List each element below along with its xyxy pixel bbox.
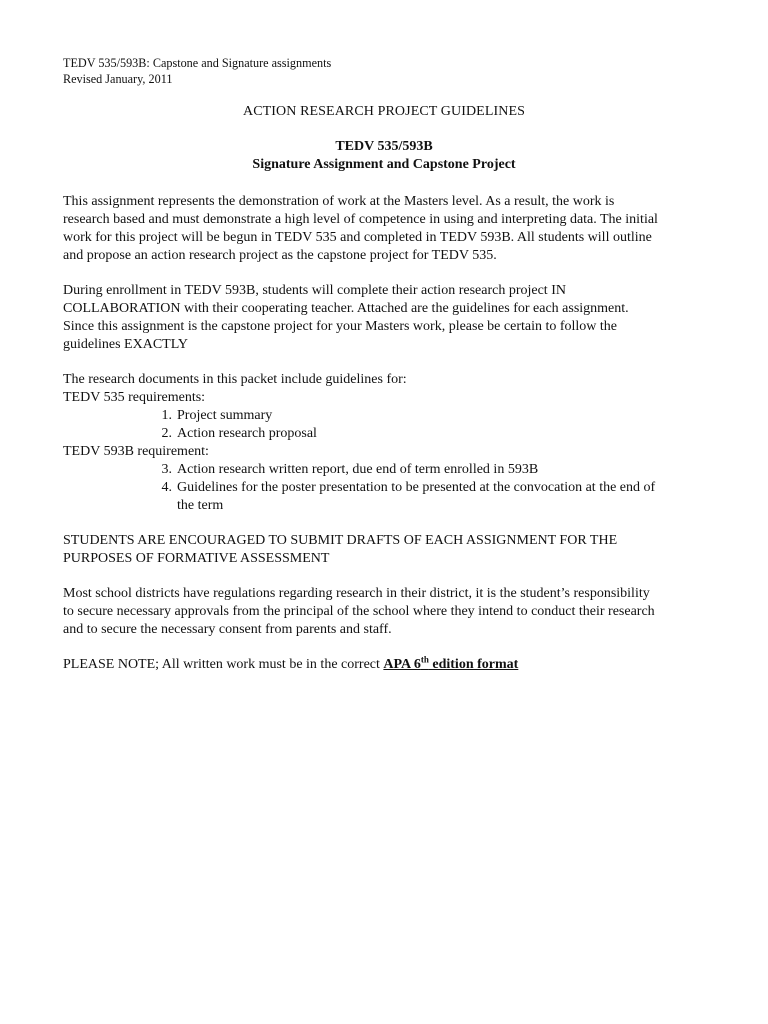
list-item [63,407,708,425]
document-title: ACTION RESEARCH PROJECT GUIDELINES [243,104,525,119]
header-course-line: TEDV 535/593B: Capstone and Signature assignments [63,56,332,70]
paragraph-line: This assignment represents the demonstration of work at the Masters level. As a result, the work is [63,194,615,209]
list-number: 3. [161,462,172,477]
paragraph-line: and propose an action research project as the capstone project for TEDV 535. [63,248,497,263]
note-prefix: PLEASE NOTE; All written work must be in the correct [63,657,384,672]
intro-paragraph [63,193,708,265]
paragraph-line: to secure necessary approvals from the principal of the school where they intend to conduct their research [63,604,655,619]
list-text: Project summary [177,408,273,423]
tedv593-heading: TEDV 593B requirement: [63,444,209,459]
assignment-subtitle: Signature Assignment and Capstone Project [252,157,516,172]
list-text: Guidelines for the poster presentation to be presented at the convocation at the end of [177,480,656,495]
list-number: 4. [161,480,172,495]
list-text: Action research written report, due end of term enrolled in 593B [177,462,539,477]
apa-edition-label: edition format [428,657,519,672]
apa-label: APA 6 [383,657,421,672]
document-header [63,55,331,87]
header-revised-line: Revised January, 2011 [63,72,173,86]
paragraph-line: guidelines EXACTLY [63,337,188,352]
apa-note [63,656,518,674]
list-item-continuation [63,497,708,515]
paragraph-line: Since this assignment is the capstone project for your Masters work, please be certain to follow the [63,319,618,334]
paragraph-line: During enrollment in TEDV 593B, students will complete their action research project IN [63,283,566,298]
list-item [63,461,708,479]
list-item [63,479,708,497]
documents-list-section [63,371,708,515]
list-number: 2. [161,426,172,441]
notice-line: STUDENTS ARE ENCOURAGED TO SUBMIT DRAFTS OF EACH ASSIGNMENT FOR THE [63,533,618,548]
notice-line: PURPOSES OF FORMATIVE ASSESSMENT [63,551,330,566]
apa-superscript: th [420,654,429,665]
paragraph-line: work for this project will be begun in TEDV 535 and completed in TEDV 593B. All students will outline [63,230,652,245]
paragraph-line: research based and must demonstrate a high level of competence in using and interpreting data. The initial [63,212,658,227]
documents-intro: The research documents in this packet include guidelines for: [63,372,407,387]
paragraph-line: Most school districts have regulations regarding research in their district, it is the student’s responsibility [63,586,650,601]
paragraph-line: COLLABORATION with their cooperating teacher. Attached are the guidelines for each assignment. [63,301,629,316]
course-code-title: TEDV 535/593B [335,139,433,154]
tedv535-heading: TEDV 535 requirements: [63,390,206,405]
list-item [63,425,708,443]
list-text: the term [177,498,224,513]
approvals-paragraph [63,585,708,639]
paragraph-line: and to secure the necessary consent from parents and staff. [63,622,392,637]
apa-format-emphasis [383,654,519,672]
list-text: Action research proposal [177,426,317,441]
enrollment-paragraph [63,282,708,354]
drafts-notice [63,532,617,568]
title-block [0,138,768,174]
list-number: 1. [161,408,172,423]
